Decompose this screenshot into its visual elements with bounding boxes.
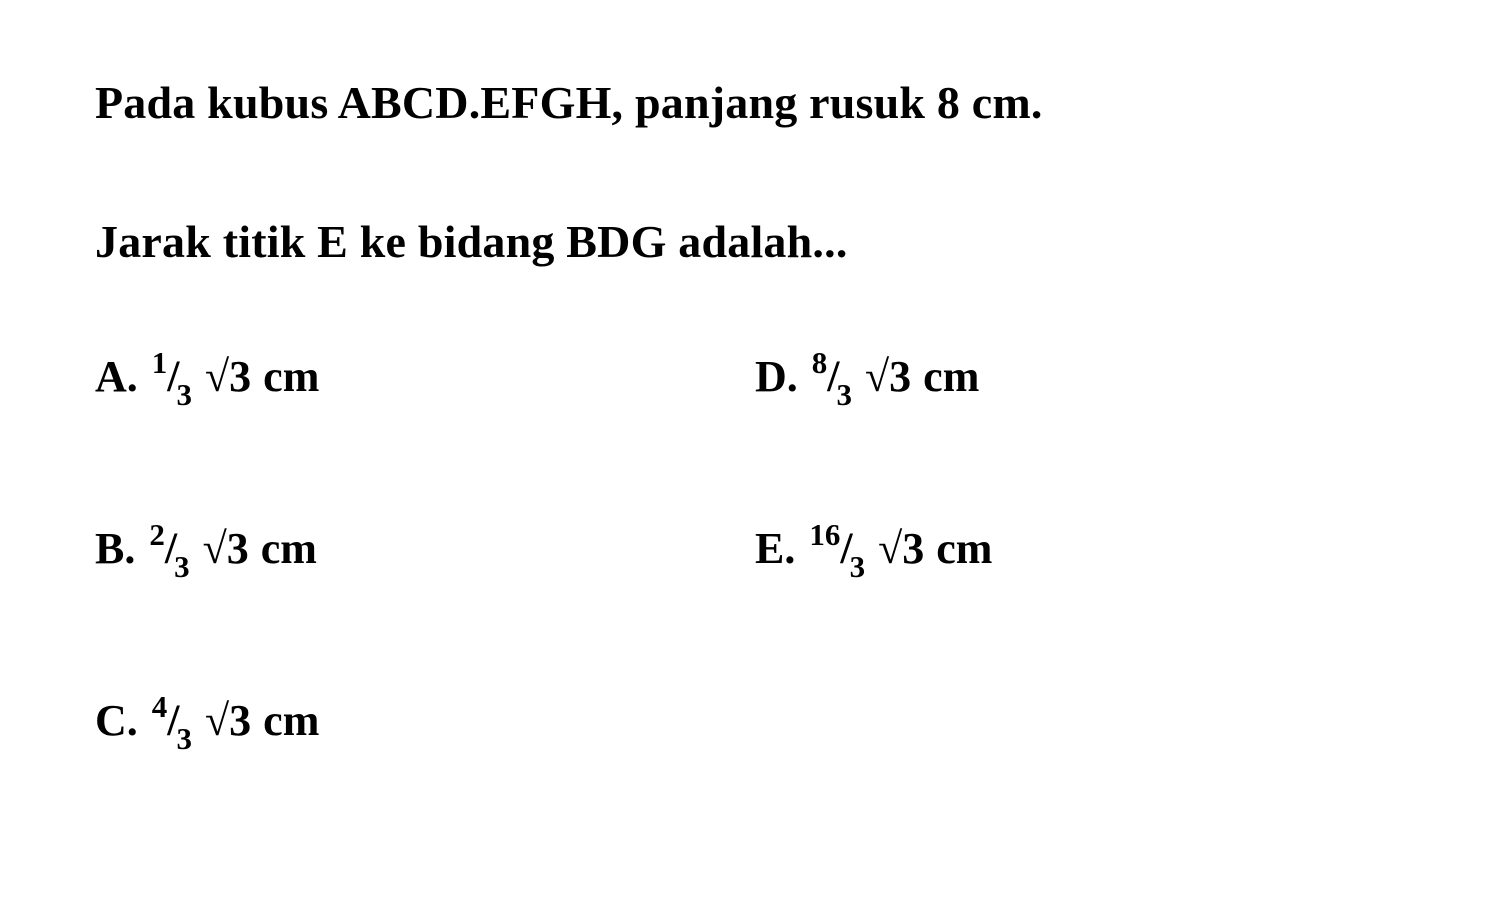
option-b-letter: B.: [95, 523, 136, 573]
option-b-radical: √3: [202, 523, 249, 573]
option-e-numerator: 16: [809, 517, 841, 553]
option-d-slash: /: [827, 351, 840, 401]
option-b-fraction: [149, 517, 192, 584]
option-e-radical: √3: [878, 523, 925, 573]
option-e-fraction: [809, 517, 868, 584]
question-line-1: Pada kubus ABCD.EFGH, panjang rusuk 8 cm.: [95, 77, 1043, 128]
option-e-letter: E.: [755, 523, 796, 573]
option-a-unit: cm: [263, 351, 320, 401]
option-a[interactable]: [95, 345, 755, 412]
option-row-1: [95, 347, 1404, 519]
option-c-numerator: 4: [151, 689, 168, 725]
option-a-fraction: [151, 345, 195, 412]
option-d-numerator: 8: [811, 345, 828, 381]
option-b-numerator: 2: [149, 517, 165, 553]
option-c-letter: C.: [95, 695, 138, 745]
option-d-fraction: [811, 345, 855, 412]
option-a-radical: √3: [205, 351, 252, 401]
option-d-denominator: 3: [836, 376, 853, 412]
option-row-2: [95, 519, 1404, 691]
option-d-radical: √3: [865, 351, 912, 401]
option-c[interactable]: [95, 689, 755, 756]
option-b-slash: /: [164, 523, 178, 573]
option-b-denominator: 3: [174, 548, 190, 584]
option-a-denominator: 3: [176, 376, 193, 412]
option-c-denominator: 3: [176, 720, 193, 756]
option-c-unit: cm: [263, 695, 320, 745]
option-e-slash: /: [840, 523, 853, 573]
option-a-slash: /: [167, 351, 180, 401]
option-c-slash: /: [167, 695, 180, 745]
option-b[interactable]: [95, 517, 755, 584]
option-a-letter: A.: [95, 351, 138, 401]
answer-options: [95, 347, 1404, 863]
option-e-unit: cm: [936, 523, 993, 573]
option-c-fraction: [151, 689, 195, 756]
option-row-3: [95, 691, 1404, 863]
option-d-letter: D.: [755, 351, 798, 401]
option-a-numerator: 1: [151, 345, 168, 381]
option-d[interactable]: [755, 345, 980, 412]
option-e[interactable]: [755, 517, 993, 584]
option-d-unit: cm: [923, 351, 980, 401]
option-b-unit: cm: [260, 523, 317, 573]
option-c-radical: √3: [205, 695, 252, 745]
question-line-2: Jarak titik E ke bidang BDG adalah...: [95, 215, 848, 267]
option-e-denominator: 3: [849, 548, 866, 584]
